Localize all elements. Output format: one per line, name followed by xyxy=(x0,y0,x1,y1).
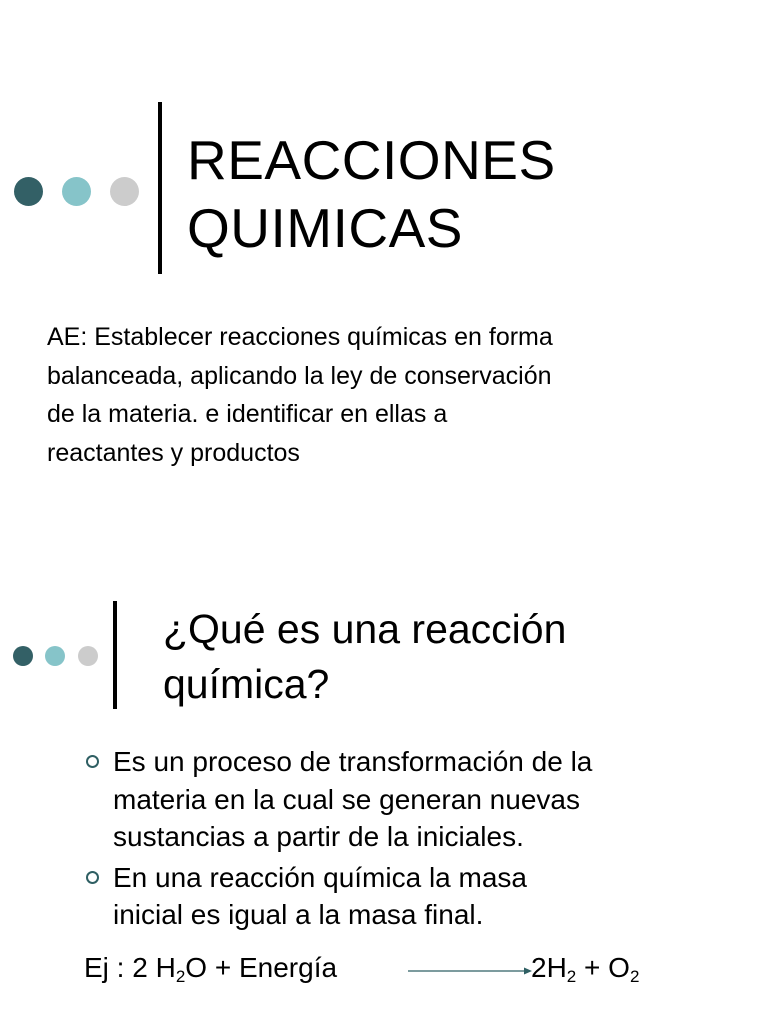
section-title xyxy=(163,602,566,712)
list-item xyxy=(84,743,744,856)
decor-dot-dark xyxy=(13,646,33,666)
slide-title xyxy=(187,126,556,262)
title-divider-line xyxy=(158,102,162,274)
definition-list xyxy=(84,743,744,937)
decor-dot-light xyxy=(78,646,98,666)
product-a: 2H xyxy=(531,952,567,983)
decor-dot-light xyxy=(110,177,139,206)
arrow-right-icon xyxy=(408,966,532,976)
title-divider-line xyxy=(113,601,117,709)
slide-title-line: QUIMICAS xyxy=(187,197,463,259)
product-plus: + O xyxy=(576,952,630,983)
decor-dot-mid xyxy=(45,646,65,666)
decor-dot-dark xyxy=(14,177,43,206)
circle-bullet-icon xyxy=(86,755,99,768)
example-equation-reactants xyxy=(84,949,337,987)
example-prefix: Ej : 2 H xyxy=(84,952,176,983)
subscript: 2 xyxy=(629,967,640,986)
objective-line: de la materia. e identificar en ellas a xyxy=(47,400,448,428)
bullet-line: En una reacción química la masa xyxy=(113,861,527,893)
bullet-line: materia en la cual se generan nuevas xyxy=(113,783,580,815)
bullet-line: sustancias a partir de la iniciales. xyxy=(113,821,524,852)
list-item xyxy=(84,859,744,934)
learning-objective xyxy=(47,318,687,472)
slide-title-line: REACCIONES xyxy=(187,129,556,191)
example-reactant-rest: O + Energía xyxy=(185,952,338,983)
objective-line: AE: Establecer reacciones químicas en forma xyxy=(47,323,553,351)
bullet-line: Es un proceso de transformación de la xyxy=(113,746,593,777)
subscript: 2 xyxy=(175,967,186,986)
circle-bullet-icon xyxy=(86,871,99,884)
bullet-line: inicial es igual a la masa final. xyxy=(113,899,484,930)
decor-dot-mid xyxy=(62,177,91,206)
objective-line: balanceada, aplicando la ley de conservación xyxy=(47,361,552,390)
example-equation-products xyxy=(531,949,639,987)
section-title-line: ¿Qué es una reacción xyxy=(163,606,567,652)
objective-line: reactantes y productos xyxy=(47,438,300,467)
subscript: 2 xyxy=(566,967,577,986)
section-title-line: química? xyxy=(163,661,330,707)
